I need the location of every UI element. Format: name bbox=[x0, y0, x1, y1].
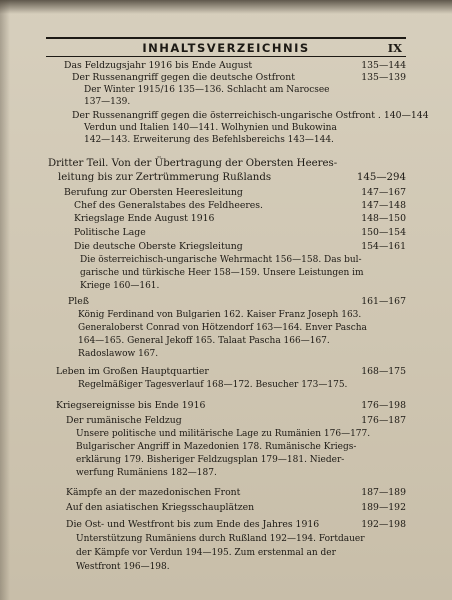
toc-entry-title: Kämpfe an der mazedonischen Front bbox=[66, 487, 241, 498]
toc-entry-title: Auf den asiatischen Kriegsschauplätzen bbox=[66, 502, 255, 513]
toc-subentry-text: König Ferdinand von Bulgarien 162. Kaiser Franz Joseph 163. bbox=[78, 310, 362, 320]
toc-subentry bbox=[80, 267, 364, 279]
page-title: INHALTSVERZEICHNIS bbox=[142, 41, 310, 55]
toc-entry-title: Berufung zur Obersten Heeresleitung bbox=[64, 187, 243, 198]
toc-entry-title: Politische Lage bbox=[74, 227, 146, 238]
toc-subentry-text: Westfront 196—198. bbox=[76, 562, 170, 572]
toc-entry-pages: 145—294 bbox=[356, 172, 406, 183]
toc-subentry-text: der Kämpfe vor Verdun 194—195. Zum erstenmal an der bbox=[76, 548, 336, 558]
toc-subentry-text: Radoslawow 167. bbox=[78, 349, 159, 359]
toc-entry-title: Kriegsereignisse bis Ende 1916 bbox=[56, 400, 206, 411]
toc-subentry-text: Generaloberst Conrad von Hötzendorf 163—164. Enver Pascha bbox=[78, 323, 367, 333]
toc-part-title: Dritter Teil. Von der Übertragung der Obersten Heeres- bbox=[48, 158, 338, 169]
toc-entry bbox=[64, 187, 406, 199]
toc-entry bbox=[66, 415, 406, 427]
toc-subentry bbox=[76, 561, 170, 573]
toc-entry-pages: 148—150 bbox=[361, 213, 406, 224]
toc-entry-title: Kriegslage Ende August 1916 bbox=[74, 213, 215, 224]
page-top-shadow bbox=[0, 0, 452, 14]
toc-part-title: leitung bis zur Zertrümmerung Rußlands bbox=[58, 172, 272, 183]
toc-entry-title: Leben im Großen Hauptquartier bbox=[56, 366, 209, 377]
toc-subentry-text: garische und türkische Heer 158—159. Unsere Leistungen im bbox=[80, 268, 364, 278]
toc-subentry-text: Regelmäßiger Tagesverlauf 168—172. Besucher 173—175. bbox=[78, 380, 348, 390]
toc-subentry bbox=[84, 134, 334, 146]
toc-subentry bbox=[78, 348, 158, 360]
toc-entry-pages: 147—167 bbox=[361, 187, 406, 198]
toc-subentry bbox=[84, 122, 337, 134]
toc-entry-pages: 192—198 bbox=[361, 519, 406, 530]
toc-entry bbox=[74, 227, 406, 239]
toc-entry-pages: 154—161 bbox=[361, 241, 406, 252]
toc-entry-title: Chef des Generalstabes des Feldheeres. bbox=[74, 200, 263, 211]
toc-entry-pages: 150—154 bbox=[361, 227, 406, 238]
toc-subentry-text: Verdun und Italien 140—141. Wolhynien und Bukowina bbox=[84, 123, 337, 133]
toc-subentry-text: 164—165. General Jekoff 165. Talaat Pascha 166—167. bbox=[78, 336, 330, 346]
toc-subentry-text: Kriege 160—161. bbox=[80, 281, 160, 291]
toc-subentry bbox=[76, 467, 217, 479]
toc-entry bbox=[74, 241, 406, 253]
toc-subentry-text: Unterstützung Rumäniens durch Rußland 192—194. Fortdauer bbox=[76, 534, 365, 544]
toc-entry bbox=[72, 110, 429, 122]
toc-subentry-text: Unsere politische und militärische Lage zu Rumänien 176—177. bbox=[76, 429, 371, 439]
toc-subentry-text: werfung Rumäniens 182—187. bbox=[76, 468, 217, 478]
toc-part-heading bbox=[48, 157, 337, 170]
toc-entry-title: Der Russenangriff gegen die österreichisch-ungarische Ostfront . 140—144 bbox=[72, 110, 429, 121]
toc-subentry bbox=[76, 533, 365, 545]
toc-subentry bbox=[78, 322, 367, 334]
toc-entry-pages: 189—192 bbox=[361, 502, 406, 513]
toc-entry bbox=[66, 487, 406, 499]
toc-entry-title: Die deutsche Oberste Kriegsleitung bbox=[74, 241, 243, 252]
toc-subentry bbox=[78, 335, 330, 347]
header-rule-top bbox=[46, 37, 406, 39]
toc-entry-pages: 176—187 bbox=[361, 415, 406, 426]
toc-entry-pages: 161—167 bbox=[361, 296, 406, 307]
toc-entry bbox=[72, 72, 406, 84]
toc-entry bbox=[74, 200, 406, 212]
toc-entry-title: Der rumänische Feldzug bbox=[66, 415, 182, 426]
toc-subentry bbox=[84, 84, 330, 96]
toc-subentry bbox=[78, 379, 347, 391]
toc-subentry bbox=[76, 454, 344, 466]
toc-entry-title: Pleß bbox=[68, 296, 89, 307]
toc-subentry bbox=[78, 309, 361, 321]
toc-subentry bbox=[76, 441, 356, 453]
toc-entry-pages: 147—148 bbox=[361, 200, 406, 211]
toc-entry-pages: 176—198 bbox=[361, 400, 406, 411]
toc-subentry bbox=[76, 428, 370, 440]
toc-subentry bbox=[84, 96, 130, 108]
header-rule-bottom bbox=[46, 56, 406, 57]
toc-entry bbox=[74, 213, 406, 225]
toc-entry-pages: 135—139 bbox=[361, 72, 406, 83]
toc-subentry bbox=[76, 547, 336, 559]
toc-entry-pages: 168—175 bbox=[361, 366, 406, 377]
toc-entry bbox=[56, 400, 406, 412]
toc-subentry-text: Der Winter 1915/16 135—136. Schlacht am Narocsee bbox=[84, 85, 330, 95]
page-number: IX bbox=[387, 41, 402, 55]
toc-entry bbox=[64, 60, 406, 72]
toc-entry-pages: 187—189 bbox=[361, 487, 406, 498]
toc-entry-title: Die Ost- und Westfront bis zum Ende des Jahres 1916 bbox=[66, 519, 320, 530]
page-left-shadow bbox=[0, 0, 10, 600]
toc-subentry-text: 142—143. Erweiterung des Befehlsbereichs 143—144. bbox=[84, 135, 334, 145]
toc-subentry-text: Die österreichisch-ungarische Wehrmacht 156—158. Das bul- bbox=[80, 255, 362, 265]
toc-subentry bbox=[80, 254, 362, 266]
toc-entry-title: Der Russenangriff gegen die deutsche Ostfront bbox=[72, 72, 295, 83]
toc-entry bbox=[66, 519, 406, 531]
toc-entry bbox=[56, 366, 406, 378]
toc-subentry-text: 137—139. bbox=[84, 97, 131, 107]
toc-entry-title: Das Feldzugsjahr 1916 bis Ende August bbox=[64, 60, 253, 71]
toc-subentry bbox=[80, 280, 159, 292]
toc-subentry-text: Bulgarischer Angriff in Mazedonien 178. Rumänische Kriegs- bbox=[76, 442, 357, 452]
toc-part-heading bbox=[58, 171, 406, 184]
toc-entry bbox=[66, 502, 406, 514]
toc-entry-pages: 135—144 bbox=[361, 60, 406, 71]
toc-entry bbox=[68, 296, 406, 308]
toc-subentry-text: erklärung 179. Bisheriger Feldzugsplan 179—181. Nieder- bbox=[76, 455, 345, 465]
